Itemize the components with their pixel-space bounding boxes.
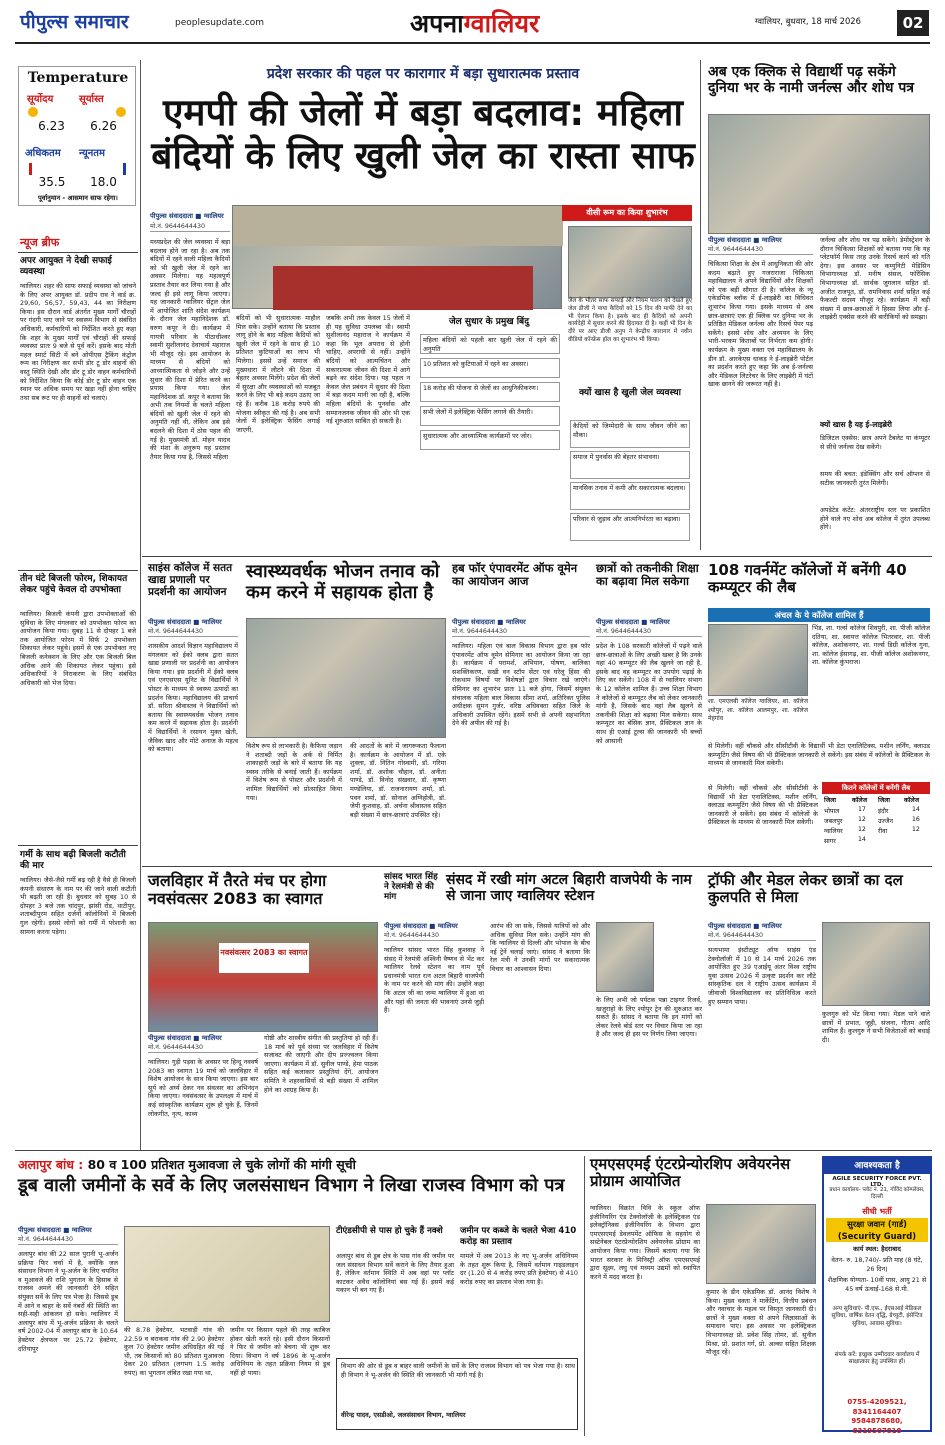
labs-table-title: कितने कॉलेजों में बनेंगी लैब <box>822 782 930 794</box>
ad-post-en: (Security Guard) <box>837 1231 917 1241</box>
brief-3-title: गर्मी के साथ बढ़ी बिजली कटौती की मार <box>20 850 126 871</box>
lead-photo-caption: जेल के भीतर साफ सफाई और नियम पालन को देखते हुए जेल डीजी ने पाया कैदियों को 15 दिन की माफी देने का भी ऐलान किया है। इसके बाद ही कैदियों को अपनी कार्यदेही में सुधार करने की हिदायत दी है। कहीं भी दिन के दौरे पर आए डीजी अनुप ने केन्द्रीय कारागार में नवीन वीडियो कॉन्फ्रेंस हॉल का शुभारंभ भी किया। <box>568 298 692 343</box>
sci-headline: साइंस कॉलेज में सतत खाद्य प्रणाली पर प्रदर्शनी का आयोजन <box>148 562 233 599</box>
tech-mobile: मो.नं. 9644644430 <box>596 628 702 637</box>
station-kicker: सांसद भारत सिंह ने रेलमंत्री से की मांग <box>384 872 438 902</box>
table-cell: भोपाल <box>824 808 840 815</box>
labs-body-extra: से मिलेगी। वहीं चौकसे और सीसीटीवी के विद्यार्थी भी डेटा एनालिटिक्स, मशीन लर्निंग, क्लाउड कम्प्यूटिंग जैसे विषय की भी प्रैक्टिकल जानकारी ले सकेंगे। इस संबंध में कॉलेजों के प्रैक्टिकल के माध्यम से जानकारी मिल सकेगी। <box>708 784 818 827</box>
comp-quote-box <box>336 1358 578 1430</box>
keypoint-item: 10 प्रतिशत को कुटियाओं में रहने का अवसर। <box>420 358 560 378</box>
comp-quote: विभाग की ओर से डूब व बाहर वाली जमीनों के सर्वे के लिए राजस्व विभाग को पत्र भेजा गया है। साथ ही विभाग ने भू-अर्जन की स्थिति की जानकारी भी मांगी गई है। <box>341 1362 575 1379</box>
comp-side1: अलापुर बांध से डूब क्षेत्र के पास गांव की जमीन पर जल संसाधन विभाग सर्वे कराने के लिए तैयार हुआ है, लेकिन वर्तमान स्थिति में अब वहां पर प्लॉट काटकर अवैध कॉलोनियां बस गई हैं। इसमें कई मकान भी बन गए हैं। <box>336 1252 454 1295</box>
comp-cartoon <box>124 1226 330 1322</box>
sunset-label: सूर्यास्त <box>79 94 104 105</box>
ad-company: AGILE SECURITY FORCE PVT. LTD. <box>832 1176 922 1188</box>
lead-photo-2 <box>568 226 692 298</box>
table-cell: 14 <box>858 836 866 843</box>
section-title <box>410 6 610 40</box>
brief-3-body: ग्वालियर। जैसे-जैसे गर्मी बढ़ रही है वैसे ही बिजली कंपनी संधारण के नाम पर की जाने वाली कटौती भी बढ़ती जा रही है। बुधवार को सुबह 10 से दोपहर 3 बजे तक चांदपुर, झांसी रोड, थाटीपुर, शताब्दीपुरम सहित दर्जनों कॉलोनियों में बिजली गुल रहेगी। इससे लोगों को गर्मी में परेशानी का सामना करना पड़ेगा। <box>20 876 136 936</box>
photo-caption-tag: वीसी रूम का किया शुभारंभ <box>562 205 692 221</box>
table-cell: 12 <box>858 826 866 833</box>
labs-photo-caption: शा. एमएलबी कॉलेज ग्वालियर, शा. कॉलेज श्योपुर, शा. कॉलेज आलमपुर, शा. कॉलेज मेहगांव <box>708 698 808 723</box>
table-row <box>822 826 930 836</box>
max-value: 35.5 <box>38 175 66 189</box>
lead-col1: मध्यप्रदेश की जेल व्यवस्था में बड़ा बदलाव होने जा रहा है। अब तक बंदियों में रहने वाली महिला कैदियों को भी खुली जेल में रहने का अवसर मिलेगा। यह महत्वपूर्ण प्रस्ताव तैयार कर लिया गया है और जल्द ही इसे लागू किया जाएगा। यह जानकारी ग्वालियर सेंट्रल जेल में आयोजित शांति संदेश कार्यक्रम के दौरान जेल महानिदेशक डॉ. वरुण कपूर ने दी। कार्यक्रम में गायत्री परिवार के पीठाधीश्वर स्वामी सुशीलानंद देवाचार्य महाराज भी मौजूद रहे। इस आयोजन के माध्यम से बंदियों को आध्यात्मिकता से जोड़ने और उन्हें सुधार की दिशा में प्रेरित करने का प्रयास किया गया। जेल महानिदेशक डॉ. कपूर ने बताया कि अभी तक नियमों के चलते महिला बंदियों को खुली जेल में रहने की अनुमति नहीं थी, लेकिन अब इसे बदलने की दिशा में ठोस पहल की गई है। मुख्यमंत्री डॉ. मोहन यादव की मंशा के अनुरूप यह प्रस्ताव तैयार किया गया है, जिससे महिला <box>150 238 230 461</box>
why-item: समाज में पुनर्वास की बेहतर संभावना। <box>570 451 690 479</box>
table-row <box>822 816 930 826</box>
jal-col2: गोष्ठी और शास्त्रीय संगीत की प्रस्तुतियां हो रही हैं। 18 मार्च को पूर्व संध्या पर जलविहार में विशेष सजावट की जाएगी और दीप प्रज्ज्वलन किया जाएगा। कार्यक्रम में डॉ. सुनील पाण्डे, हेमा पाठक सहित कई कलाकार प्रस्तुतियां देंगे, आयोजन समिति ने शहरवासियों से बड़ी संख्या में शामिल होने का आग्रह किया है। <box>264 1034 378 1094</box>
comp-headline: डूब वाली जमीनों के सर्वे के लिए जलसंसाधन विभाग ने लिखा राजस्व विभाग को पत्र <box>18 1175 565 1196</box>
max-label: अधिकतम <box>25 148 61 159</box>
station-photo <box>596 922 654 992</box>
table-cell: 17 <box>858 806 866 813</box>
ad-location: कार्य स्थल: हैदराबाद <box>853 1245 901 1253</box>
why-box <box>568 388 692 550</box>
table-cell: 12 <box>858 816 866 823</box>
ad-salary: वेतन- रु. 18,740/- प्रति माह (8 घंटे, 26 दिन) <box>831 1256 923 1273</box>
table-cell: 12 <box>912 826 920 833</box>
labs-headline: 108 गवर्नमेंट कॉलेजों में बनेंगी 40 कम्प्यूटर की लैब <box>708 561 907 597</box>
food-photo <box>246 618 446 738</box>
red-carpet <box>273 266 533 310</box>
elearn-benefit: डिजिटल एक्सेस: छात्र अपने टैबलेट या कंप्यूटर से सीधे जर्नल्स देख सकेंगे। <box>820 434 930 451</box>
thermometer-icon <box>123 163 126 175</box>
ad-post-title: सीधी भर्ती <box>862 1207 892 1216</box>
weather-box <box>18 66 136 206</box>
sci-byline: पीपुल्स संवाददाता ■ ग्वालियर <box>148 618 222 626</box>
labs-college-list: भिंड, शा. गर्ल्स कॉलेज शिवपुरी, शा. पीजी कॉलेज दतिया, शा. स्वायत्त कॉलेज भितरवार, शा. पीजी कॉलेज, अशोकनगर, शा. गर्ल्स डिग्री कॉलेज गुना, शा. कॉलेज ईसागढ़, शा. पीजी कॉलेज अशोकनगर, शा. कॉलेज कुंभराज। <box>812 624 930 667</box>
comp-side1-title: टीएंडसीपी से पास हो चुके हैं नक्शे <box>336 1226 443 1236</box>
table-cell: 14 <box>912 806 920 813</box>
keypoints-box <box>416 314 562 550</box>
elearn-headline: अब एक क्लिक से विद्यार्थी पढ़ सकेंगे दुनिया भर के नामी जर्नल्स और शोध पत्र <box>708 64 914 97</box>
min-value: 18.0 <box>90 175 117 189</box>
comp-col1: अलापुर बांध की 22 साल पुरानी भू-अर्जन प्रक्रिया फिर चर्चा में है, क्योंकि जल संसाधन विभाग ने भू-अर्जन के लिए चयनित व मुआवजे की राशि भुगतान के हिसाब से राजस्व अमले की जानकारी देने सहित संयुक्त सर्वे के लिए पत्र भेजा है। जिससे डूब में आने व बाहर के सर्वे नंबरों की स्थिति का सही-सही आंकलन हो सके। ग्वालियर में अलापुर बांध में भू-अर्जन प्रक्रिया के चलते वर्ष 2002-04 में अलापुर बांध के 10.64 हेक्टेयर क्षेत्रफल पर 25.72 हेक्टेयर, दतियापुर <box>18 1250 118 1353</box>
table-cell: इंदौर <box>878 808 889 815</box>
divider <box>584 1156 585 1436</box>
section-title-a: अपना <box>410 9 464 38</box>
trophy-headline: ट्रॉफी और मेडल लेकर छात्रों का दल कुलपति से मिला <box>708 871 903 907</box>
section-title-b: ग्वालियर <box>463 9 540 38</box>
comp-strap-b: 80 व 100 प्रतिशत मुआवजा ले चुके लोगों की मांगी सूची <box>87 1157 356 1172</box>
tech-byline: पीपुल्स संवाददाता ■ ग्वालियर <box>596 618 670 626</box>
newsbrief-heading: न्यूज ब्रीफ <box>20 236 60 249</box>
food-col1: विशेष रूप से लाभकारी है। कैफिया जड़ान ने शताब्दी जड़ों के अर्क से निर्मित शाकाहारी जड़ों के बारे में बताया कि यह स्वस्थ तरीके से बनाई जाती हैं। कार्यक्रम में विशेष रूप से पोस्टर और प्रदर्शनी में शामिल विद्यार्थियों को प्रोत्साहित किया गया। <box>246 742 342 802</box>
forecast: पूर्वानुमान - आसमान साफ रहेगा। <box>38 194 118 202</box>
brief-1-title: अपर आयुक्त ने देखी सफाई व्यवस्था <box>20 256 112 277</box>
divider <box>142 866 932 867</box>
comp-col3: जमीन पर किसान पहले की तरह काबिज होकर खेती करते रहे। इसी दौरान किसानों ने फिर से जमीन को बेचना भी शुरू कर दिया। विभाग ने वर्ष 1896 के भू-अर्जन अधिनियम के तहत प्रक्रिया नियम से डूब नहीं हो पाया। <box>230 1326 330 1377</box>
ad-post-hi: सुरक्षा जवान (गार्ड) <box>847 1219 907 1229</box>
table-cell: उज्जैन <box>878 818 893 825</box>
elearn-benefit: समय की बचत: इंडेक्सिंग और सर्च ऑप्शन से सटीक जानकारी तुरंत मिलेगी। <box>820 470 930 487</box>
comp-strap <box>18 1156 578 1174</box>
comp-side2: मामले में अब 2013 के नए भू-अर्जन अधिनियम के तहत शुरू किया है, जिसमें वर्तमान गाइडलाइन दर (1.20 से 4 करोड़ रुपए प्रति हेक्टेयर) से 410 करोड़ रुपए का प्रस्ताव भेजा गया है। <box>460 1252 578 1286</box>
dateline: ग्वालियर, बुधवार, 18 मार्च 2026 <box>755 16 861 26</box>
food-headline: स्वास्थ्यवर्धक भोजन तनाव को कम करने में सहायक होता है <box>246 561 440 603</box>
ad-phone[interactable]: 0755-4209521, 8341164407 9584878680, 8319507818 <box>847 1398 907 1435</box>
comp-quote-author: वीरेन्द्र यादव, एसडीओ, जलसंसाधन विभाग, ग्वालियर <box>341 1411 466 1419</box>
hub-mobile: मो.नं. 9644644430 <box>452 628 590 637</box>
jal-col1: ग्वालियर। गुड़ी पड़वा के अवसर पर हिन्दू नववर्ष 2083 का स्वागत 19 मार्च को जलविहार में विशेष आयोजन के साथ किया जाएगा। इस बार सूर्य को अर्घ्य देकर नव संवत्सर का अभिनंदन किया जाएगा। नवसंवत्सर के उपलक्ष्य में मार्च में कई सांस्कृतिक कार्यक्रम शुरू हो चुके हैं, जिनमें लोकगीत, नृत्य, काव्य <box>148 1058 258 1118</box>
msme-headline: एमएसएमई एंटरप्रेन्योरशिप अवेयरनेस प्रोग्राम आयोजित <box>590 1155 791 1191</box>
col-header: कॉलेज <box>852 797 868 804</box>
keypoint-item: 18 करोड़ की योजना से जेलों का आधुनिकीकरण। <box>420 382 560 402</box>
thermometer-icon <box>29 163 32 175</box>
comp-mobile: मो.नं. 9644644430 <box>18 1236 118 1245</box>
jal-photo <box>148 922 378 1032</box>
divider <box>18 845 138 846</box>
why-item: मानसिक तनाव में कमी और सकारात्मक बदलाव। <box>570 482 690 510</box>
ad-company-sub: प्रधान कार्यालय- प्लॉट नं. 21, गोविंद कॉम्प्लेक्स, दिल्ली <box>829 1187 925 1200</box>
divider <box>140 60 141 1150</box>
masthead <box>0 0 945 44</box>
tech-headline: छात्रों को तकनीकी शिक्षा का बढ़ावा मिल सकेगा <box>596 561 699 589</box>
lead-headline: एमपी की जेलों में बड़ा बदलाव: महिला बंदियों के लिए खुली जेल का रास्ता साफ <box>151 91 695 177</box>
sunrise-value: 6.23 <box>38 119 65 133</box>
comp-col2: की 8.78 हेक्टेयर, भटवाड़ी गांव की 22.59 व बराकवा गांव की 2.90 हेक्टेयर कुल 70 हेक्टेयर जमीन अधिग्रहित की गई थी, तब किसानों को 80 प्रतिशत मुआवजा देकर 20 प्रतिशत (लगभग 1.5 करोड़ रुपए) का भुगतान लंबित रखा गया था, <box>124 1326 224 1377</box>
jal-mobile: मो.नं. 9644644430 <box>148 1044 258 1053</box>
page-number: 02 <box>897 10 929 36</box>
msme-col1: ग्वालियर। विक्रांत विवि के स्कूल ऑफ इंजीनियरिंग एंड टेक्नोलॉजी के इलेक्ट्रिकल एंड इलेक्ट्रॉनिक्स इंजीनियरिंग के विभाग द्वारा एमएसएमई डेवलपमेंट ऑफिस के सहयोग से सस्टेनेबल एंटरप्रेन्योरशिप अवेयरनेस प्रोग्राम का आयोजन किया गया। जिसमें बताया गया कि भारत सरकार के मिनिस्ट्री ऑफ एमएसएमई द्वारा सूक्ष्म, लघु एवं मध्यम उद्यमों को स्थापित करने में मदद करता है। <box>590 1204 700 1281</box>
lead-photo <box>232 205 562 309</box>
lead-strap: प्रदेश सरकार की पहल पर कारागार में बड़ा सुधारात्मक प्रस्ताव <box>266 66 580 82</box>
col-header: कॉलेज <box>904 797 920 804</box>
brief-1-body: ग्वालियर। शहर की साफ सफाई व्यवस्था को जांचने के लिए अपर आयुक्त डॉ. प्रदीप राव ने वार्ड क्र. 29,60, 56,57, 59,43, 44 का निरीक्षण किया। इस दौरान वार्ड अंतर्गत मुख्य मार्गों चौराहों पर गंदगी पाए जाने पर स्वास्थ्य विभाग से संबंधित अधिकारी, कर्मचारियों को निर्देशित करते हुए कहा कि शहर के मुख्य मार्गों एवं चौराहों की सफाई व्यवस्था प्रातः 9 बजे से पूर्व करें। इसके बाद मोती महल स्मार्ट सिटी में बने ओपीएस ट्रैकिंग कंट्रोल रूम का निरीक्षण कर सभी डोर टू डोर वाहनों की वस्तु स्थिति देखी और डोर टू डोर वाहन कर्मचारियों को निर्देशित किया कि कोई डोर टू डोर वाहन एक स्थान पर अधिक समय पर खड़ा नहीं होना चाहिए तथा सब रूट पर ही वाहनों को चलाएं। <box>20 282 136 402</box>
labs-subheading: अंचल के ये कॉलेज शामिल हैं <box>708 608 930 622</box>
sun-icon <box>28 107 38 117</box>
divider <box>18 570 138 571</box>
table-cell: जबलपुर <box>824 818 843 825</box>
why-item: परिवार से जुड़ाव और आत्मनिर्भरता का बढ़ावा। <box>570 513 690 541</box>
jal-headline: जलविहार में तैरते मंच पर होगा नवसंवत्सर 2083 का स्वागत <box>148 871 327 909</box>
elearn-col2: जर्नल्स और शोध पत्र पढ़ सकेंगे। डेमोंस्ट्रेशन के दौरान चिकित्सा शिक्षकों को बताया गया कि यह प्लेटफॉर्म किस तरह उनके रिसर्च कार्य को गति देगा। इस अवसर पर कम्युनिटी मेडिसिन विभागाध्यक्ष डॉ. मनीष संसल, फॉरेंसिक विभागाध्यक्ष डॉ. सार्थक जुगलान सहित डॉ. अजीत राजपूत, डॉ. रामनिवास शर्मा सहित कई फैकल्टी सदस्य मौजूद रहे। कार्यक्रम में बड़ी संख्या में छात्र-छात्राओं ने हिस्सा लिया और ई-लाइब्रेरी एक्सेस करने की बारीकियों को समझा। <box>820 236 930 322</box>
elearn-mobile: मो.नं. 9644644430 <box>708 246 813 255</box>
sci-mobile: मो.नं. 9644644430 <box>148 628 238 637</box>
jal-byline: पीपुल्स संवाददाता ■ ग्वालियर <box>148 1034 222 1042</box>
hub-body: ग्वालियर। महिला एवं बाल विकास विभाग द्वारा हब फॉर एंपावरमेंट ऑफ वूमेन सेमिनार का आयोजन किया जा रहा है। कार्यक्रम में परामर्श, अभियान, पोषण, बालिका सशक्तिकरण, सखी वन स्टॉप सेंटर एवं घरेलू हिंसा की रोकथाम विषयों पर विशेषज्ञों द्वारा विचार रखे जाएंगे। सेमिनार का शुभारंभ प्रातः 11 बजे होगा, जिसमें संयुक्त संचालक महिला बाल विकास सीमा शर्मा, अतिरिक्त पुलिस अधीक्षक सुमन गुर्जर, वरिष्ठ अधिवक्ता सहित जिले के अधिकारी उपस्थित रहेंगे। इसमें सभी से अपनी सहभागिता देने की अपील की गई है। <box>452 642 590 728</box>
ad-benefits: अन्य सुविधाएं- पी.एफ., ईएसआई मेडिकल सुविधा, वार्षिक वेतन वृद्धि, ग्रेच्युटी, इंसेन्टिव सुविधा, आवास सुविधा। <box>831 1306 923 1327</box>
comp-byline: पीपुल्स संवाददाता ■ ग्वालियर <box>18 1226 92 1234</box>
trophy-col1: सत्यभामा इंस्टीट्यूट ऑफ साइंस एंड टेक्नोलॉजी में 10 से 14 मार्च 2026 तक आयोजित हुए 39 एआईयू अंतर विश्व राष्ट्रीय युवा उत्सव 2026 में उत्कृष्ट प्रदर्शन कर लौटे सांस्कृतिक दल ने राष्ट्रीय उत्सव कार्यक्रम में जीवाजी विश्वविद्यालय का प्रतिनिधित्व करते हुए सम्मान पाया। <box>708 946 816 1006</box>
comp-side2-title: जमीन पर कब्जे के चलते भेजा 410 करोड़ का प्रस्ताव <box>460 1226 577 1247</box>
hub-byline: पीपुल्स संवाददाता ■ ग्वालियर <box>452 618 526 626</box>
elearn-photo <box>708 114 930 234</box>
ad-title: आवश्यकता है <box>824 1158 930 1174</box>
paper-logo: पीपुल्स समाचार <box>20 11 129 33</box>
min-label: न्यूनतम <box>79 148 105 159</box>
divider <box>142 556 932 557</box>
station-headline: संसद में रखी मांग अटल बिहारी वाजपेयी के नाम से जाना जाए ग्वालियर स्टेशन <box>446 872 692 905</box>
trophy-col2: कुलगुरु को भेंट किया गया। मेडल पाने वाले छात्रों में प्रभात, जूही, संजना, गौतम आदि शामिल हैं। कुलगुरु ने सभी विजेताओं को बधाई दी। <box>822 1010 930 1044</box>
station-byline: पीपुल्स संवाददाता ■ ग्वालियर <box>384 922 458 930</box>
table-cell: रीवा <box>878 828 888 835</box>
table-cell: ग्वालियर <box>824 828 843 835</box>
lead-mobile: मो.नं. 9644644430 <box>150 223 230 232</box>
ad-post <box>826 1218 928 1242</box>
classified-ad <box>822 1156 932 1435</box>
hub-headline: हब फॉर एंपावरमेंट ऑफ वूमेन का आयोजन आज <box>452 561 578 589</box>
col-header: जिला <box>878 797 890 804</box>
keypoint-item: सुधारात्मक और आध्यात्मिक कार्यक्रमों पर जोर। <box>420 430 560 450</box>
keypoint-item: महिला बंदियों को पहली बार खुली जेल में रहने की अनुमति <box>420 334 560 354</box>
station-col3: के लिए अभी जो पर्यटक पन्ना टाइगर रिजर्व, खजुराहो के लिए श्योपुर ट्रेन की शुरुआत कर सकते हैं। सांसद ने बताया कि इन मांगों को लेकर रेलवे बोर्ड स्तर पर विचार किया जा रहा है और जल्द ही इस पर निर्णय लिया जाएगा। <box>596 996 702 1039</box>
sunrise-label: सूर्योदय <box>27 94 54 105</box>
station-mobile: मो.नं. 9644644430 <box>384 932 484 941</box>
lead-col3: जबकि अभी तक केवल 15 जेलों में ही यह सुविधा उपलब्ध थी। स्वामी सुशीलानंद महाराज ने कार्यक्रम में कहा कि भूल अपराध से होनी चाहिए, अपराधी से नहीं। उन्होंने बंदियों को आत्मचिंतन और सकारात्मक जीवन की दिशा में आगे बढ़ने का संदेश दिया। यह पहल न केवल जेल प्रबंधन में सुधार की दिशा में बड़ा कदम मानी जा रही है, बल्कि महिला बंदियों के पुनर्वास और सम्मानजनक जीवन की ओर भी एक नई शुरुआत साबित हो सकती है। <box>326 314 410 426</box>
keypoints-title: जेल सुधार के प्रमुख बिंदु <box>449 317 529 327</box>
station-col2: आरंभ की जा सके, जिससे यात्रियों को और अधिक सुविधा मिल सके। उन्होंने मांग की कि ग्वालियर से दिल्ली और भोपाल के बीच नई ट्रेनें चलाई जाएं। सांसद ने बताया कि रेल मंत्री ने उनकी मांगों पर सकारात्मक विचार का आश्वासन दिया। <box>490 922 590 973</box>
weather-title: Temperature <box>27 70 129 86</box>
website[interactable]: peoplesupdate.com <box>175 18 264 28</box>
masthead-rule <box>15 42 930 44</box>
table-row <box>822 836 930 846</box>
trophy-photo <box>822 922 930 1006</box>
table-cell: सागर <box>824 838 836 845</box>
labs-table-head <box>822 795 930 805</box>
lead-byline: पीपुल्स संवाददाता ■ ग्वालियर <box>150 212 224 220</box>
labs-body: से मिलेगी। वहीं चौकसे और सीसीटीवी के विद्यार्थी भी डेटा एनालिटिक्स, मशीन लर्निंग, क्लाउड कम्प्यूटिंग जैसे विषय की भी प्रैक्टिकल जानकारी ले सकेंगे। इस संबंध में कॉलेजों के प्रैक्टिकल के माध्यम से जानकारी मिल सकेगी। <box>708 742 930 768</box>
elearn-col1: चिकित्सा शिक्षा के क्षेत्र में आधुनिकता की ओर कदम बढ़ाते हुए गजराराजा चिकित्सा महाविद्यालय ने अपने विद्यार्थियों और शिक्षकों को एक बड़ी सौगात दी है। कॉलेज के न्यू एकेडमिक ब्लॉक में ई-लाइब्रेरी का विधिवत शुभारंभ किया गया। इसके माध्यम से अब छात्र-छात्राएं एक ही क्लिक पर दुनिया भर के प्रतिष्ठित मेडिकल जर्नल्स और रिसर्च पेपर पढ़ सकेंगे। इससे शोध और अध्ययन के लिए भारी-भरकम किताबों पर निर्भरता कम होगी। कार्यक्रम के मुख्य वक्ता एवं महाविद्यालय के डीन डॉ. आरकेएस धाकड़ ने ई-लाइब्रेरी पोर्टल का प्रदर्शन करते हुए कहा कि अब ई-जर्नल्स और मेडिकल लिटरेचर के लिए लाइब्रेरी में घंटों खाक छानने की जरूरत नहीं है। <box>708 260 813 389</box>
trophy-mobile: मो.नं. 9644644430 <box>708 932 816 941</box>
elearn-benefit: अपडेटेड कंटेंट: अंतरराष्ट्रीय स्तर पर प्रकाशित होने वाले नए शोध अब कॉलेज में तुरंत उपलब्ध होंगे। <box>820 506 930 532</box>
divider <box>15 1150 932 1151</box>
ad-qualification: शैक्षणिक योग्यता- 10वीं पास, आयु 21 से 45 वर्ष ऊंचाई-168 से.मी. <box>827 1276 927 1293</box>
table-cell: 16 <box>912 816 920 823</box>
elearn-byline: पीपुल्स संवाददाता ■ ग्वालियर <box>708 236 782 244</box>
lead-col2: बंदियों को भी सुधारात्मक माहौल मिल सके। उन्होंने बताया कि प्रस्ताव लागू होने के बाद महिला कैदियों को खुली जेल में रहने के साथ ही 10 प्रतिशत कुटियाओं का लाभ भी मिलेगा। इससे उन्हें समाज की मुख्यधारा में लौटने की दिशा में बेहतर अवसर मिलेंगे। प्रदेश की जेलों में सुरक्षा और व्यवस्थाओं को मजबूत करने के लिए भी बड़े कदम उठाए जा रहे हैं। करीब 18 करोड़ रुपये की योजना स्वीकृत की गई है। अब सभी जेलों में इलेक्ट्रिक फेंसिंग लगाई जाएगी, <box>236 314 320 434</box>
keypoint-item: सभी जेलों में इलेक्ट्रिक फेंसिंग लगाने की तैयारी। <box>420 406 560 426</box>
divider <box>18 252 138 253</box>
sci-body: शासकीय आदर्श विज्ञान महाविद्यालय में मंगलवार को ईको क्लब द्वारा सतत खाद्य प्रणाली पर प्रदर्शनी का आयोजन किया गया। इस प्रदर्शनी में ईको क्लब एवं एनएसएस यूनिट के विद्यार्थियों ने पोस्टर के माध्यम से स्वस्थ्य उत्पादों का प्रदर्शन किया। महाविद्यालय की प्राचार्य डॉ. सरिता श्रीवास्तव ने विद्यार्थियों को बताया कि स्वास्थ्यवर्धक भोजन तनाव कम करने में सहायक होता है। प्रदर्शनी में विद्यार्थियों ने रसायन मुक्त खेती, जैविक खाद और मोटे अनाज के महत्व को बताया। <box>148 642 238 754</box>
ad-note: संपर्क करें: इच्छुक उम्मीदवार कार्यालय में साक्षात्कार हेतु उपस्थित हों। <box>834 1352 920 1366</box>
jal-banner: नवसंवत्सर 2083 का स्वागत <box>219 943 309 973</box>
food-col2: की आदतों के बारे में जागरूकता फैलाना है। कार्यक्रम के आयोजन में डॉ. एके शुक्ला, डॉ. नितिन गोस्वामी, डॉ. गरिमा शर्मा, डॉ. अशोक चौहान, डॉ. अनीता पाण्डे, डॉ. विनोद संखवार, डॉ. कृष्णा मण्डेलिया, डॉ. राजनारायण शर्मा, डॉ. पवन शर्मा, डॉ. सोनाल अग्निहोत्री, डॉ. जेपी कुशवाह, डॉ. अर्चना श्रीवास्तव सहित बड़ी संख्या में छात्र-छात्राएं उपस्थित रहे। <box>350 742 446 819</box>
sunset-value: 6.26 <box>90 119 117 133</box>
table-row <box>822 806 930 816</box>
station-col1: ग्वालियर सांसद भारत सिंह कुशवाह ने संसद में रेलमंत्री अश्विनी वैष्णव से भेंट कर ग्वालियर रेलवे स्टेशन का नाम पूर्व प्रधानमंत्री भारत रत्न अटल बिहारी वाजपेयी के नाम पर करने की मांग की। उन्होंने कहा कि अटल जी का जन्म ग्वालियर में हुआ था और यहां की जनता की भावनाएं उनसे जुड़ी हैं। <box>384 946 484 1015</box>
brief-2-body: ग्वालियर। बिजली कंपनी द्वारा उपभोक्ताओं की सुविधा के लिए मंगलवार को उपभोक्ता फोरम का आयोजन किया गया। सुबह 11 से दोपहर 1 बजे तक आयोजित फोरम में सिर्फ 2 उपभोक्ता शिकायत लेकर पहुंचे। इसमें से एक उपभोक्ता नए बिजली कनेक्शन के लिए और एक बिजली बिल अधिक आने की शिकायत लेकर पहुंचा। इसे अधिकारियों ने निराकरण के लिए संबंधित अधिकारी को भेज दिया। <box>20 610 136 687</box>
tech-body: प्रदेश के 108 सरकारी कॉलेजों में पढ़ने वाले छात्र-छात्राओं के लिए अच्छी खबर है कि उनके यहां 40 कम्प्यूटर की लैब खुलने जा रही है, इसके बाद वह कम्प्यूटर का उपयोग पढ़ाई के लिए कर सकेंगे। 108 में से ग्वालियर संभाग के 12 कॉलेज शामिल हैं। उच्च शिक्षा विभाग ने कॉलेजों से कम्प्यूटर लैब को लेकर जानकारी मांगी है, जिसके बाद वहां लैब खुलने से तकनीकी शिक्षा को बढ़ावा मिल सकेगा। साथ कम्प्यूटर का बेसिक ज्ञान, प्रैक्टिकल ज्ञान के साथ ही एआई टूल्स की जानकारी भी बच्चों को आसानी <box>596 642 702 745</box>
trophy-byline: पीपुल्स संवाददाता ■ ग्वालियर <box>708 922 782 930</box>
jail-wall <box>233 206 563 246</box>
msme-photo <box>706 1204 816 1284</box>
labs-table <box>822 782 930 862</box>
msme-col2: कुमार के डीन एकेडमिक डॉ. आनंद विशेष ने किया। मुख्य वक्ता ने मार्केटिंग, वित्तीय प्रबंधन और नवाचार के महत्व पर विस्तृत जानकारी दी। छात्रों ने मुख्य वक्ता से अपने जिज्ञासाओं के समाधान पाए। इस अवसर पर इलेक्ट्रिकल विभागाध्यक्ष प्रो. प्रवेश सिंह तोमर, डॉ. सुनील मिश्रा, प्रो. प्रशांत गर्ग, प्रो. अल्का सहित शिक्षक मौजूद रहे। <box>706 1288 816 1357</box>
brief-2-title: तीन घंटे बिजली फोरम, शिकायत लेकर पहुंचे केवल दो उपभोक्ता <box>20 574 128 595</box>
why-title: क्यों खास है खुली जेल व्यवस्था <box>579 388 681 398</box>
divider <box>700 60 701 550</box>
comp-strap-a: अलापुर बांध : <box>18 1157 84 1172</box>
why-item: कैदियों को जिम्मेदारी के साथ जीवन जीने का मौका। <box>570 420 690 448</box>
elearn-benefits-title: क्यों खास है यह ई-लाइब्रेरी <box>820 420 892 429</box>
labs-photo <box>708 624 808 696</box>
col-header: जिला <box>824 797 836 804</box>
sun-icon <box>116 107 126 117</box>
